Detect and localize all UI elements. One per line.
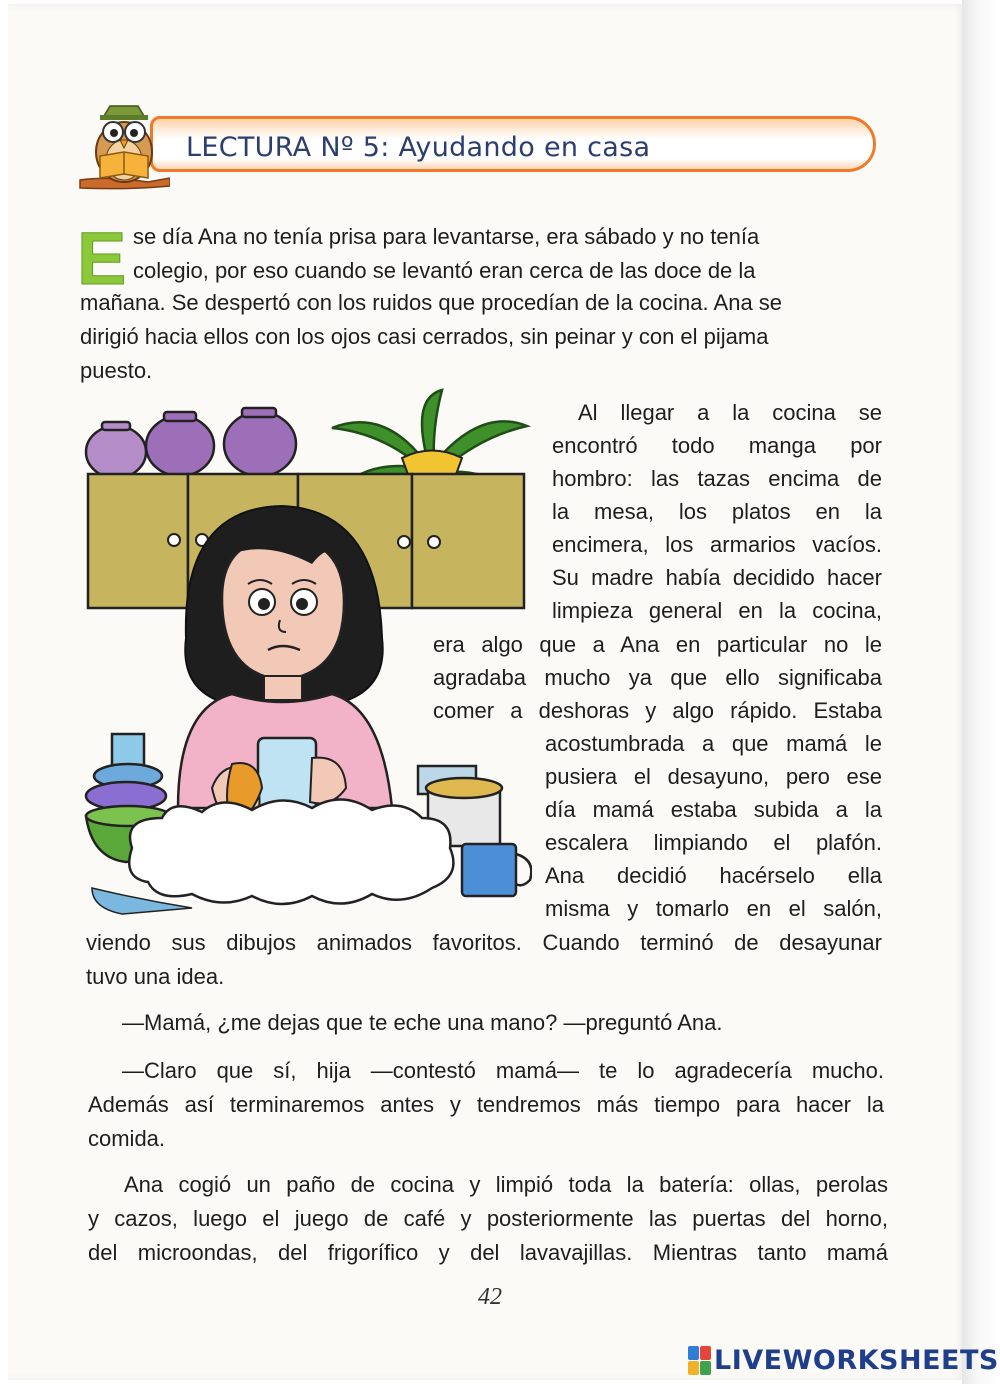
text-line: limpieza general en la cocina, xyxy=(552,598,882,623)
page-title: LECTURA Nº 5: Ayudando en casa xyxy=(186,132,651,163)
text-line: escalera limpiando el plafón. xyxy=(545,830,882,855)
text-line: dirigió hacia ellos con los ojos casi cerrados, sin peinar y con el pijama xyxy=(80,324,769,349)
text-line: hombro: las tazas encima de xyxy=(552,466,882,491)
text-line: del microondas, del frigorífico y del lavavajillas. Mientras tanto mamá xyxy=(88,1240,888,1265)
dialogue-line: —Claro que sí, hija —contestó mamá— te lo agradecería mucho. xyxy=(122,1058,884,1083)
page-number: 42 xyxy=(478,1284,502,1310)
text-line: agradaba mucho ya que ello significaba xyxy=(433,665,882,690)
drop-cap: E xyxy=(77,217,127,300)
text-line: colegio, por eso cuando se levantó eran cerca de las doce de la xyxy=(133,258,756,283)
text-line: puesto. xyxy=(80,358,153,383)
text-line: se día Ana no tenía prisa para levantarse, era sábado y no tenía xyxy=(133,224,760,249)
text-line: Ana decidió hacérselo ella xyxy=(545,863,882,888)
text-line: comer a deshoras y algo rápido. Estaba xyxy=(433,698,882,723)
text-line: y cazos, luego el juego de café y posteriormente las puertas del horno, xyxy=(88,1206,888,1231)
text-line: la mesa, los platos en la xyxy=(552,499,882,524)
liveworksheets-logo[interactable] xyxy=(688,1344,999,1376)
kitchen-illustration xyxy=(82,388,532,924)
text-line: acostumbrada a que mamá le xyxy=(545,731,882,756)
text-line: Su madre había decidido hacer xyxy=(552,565,882,590)
text-line: Ana cogió un paño de cocina y limpió toda la batería: ollas, perolas xyxy=(124,1172,888,1197)
text-line: encimera, los armarios vacíos. xyxy=(552,532,882,557)
text-line: Al llegar a la cocina se xyxy=(578,400,882,425)
text-line: misma y tomarlo en el salón, xyxy=(545,896,882,921)
text-line: encontró todo manga por xyxy=(552,433,882,458)
liveworksheets-logo-icon xyxy=(688,1346,710,1374)
text-line: era algo que a Ana en particular no le xyxy=(433,632,882,657)
page-edge-shadow xyxy=(962,0,1000,1384)
watermark-text: LIVEWORKSHEETS xyxy=(714,1344,999,1376)
text-line: día mamá estaba subida a la xyxy=(545,797,882,822)
text-line: pusiera el desayuno, pero ese xyxy=(545,764,882,789)
text-line: tuvo una idea. xyxy=(86,964,225,989)
reading-owl-icon xyxy=(78,96,170,192)
dialogue-line: —Mamá, ¿me dejas que te eche una mano? —preguntó Ana. xyxy=(122,1010,723,1035)
text-line: mañana. Se despertó con los ruidos que procedían de la cocina. Ana se xyxy=(80,290,783,315)
text-line: Además así terminaremos antes y tendremos más tiempo para hacer la xyxy=(88,1092,884,1117)
text-line: viendo sus dibujos animados favoritos. Cuando terminó de desayunar xyxy=(86,930,882,955)
text-line: comida. xyxy=(88,1126,166,1151)
